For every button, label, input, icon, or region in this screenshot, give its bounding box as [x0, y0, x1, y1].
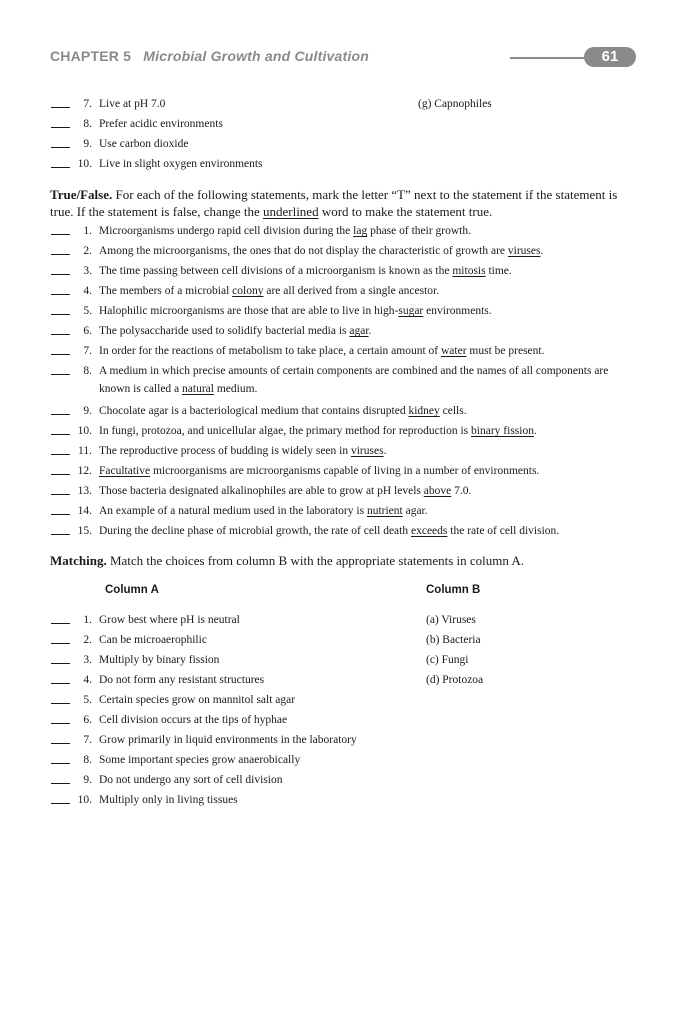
match-item: [50, 651, 630, 669]
column-a-header: Column A: [105, 584, 159, 596]
column-b-choice: (g) Capnophiles: [418, 98, 492, 110]
item-number: 6.: [83, 714, 92, 726]
item-number: 12.: [77, 465, 92, 477]
item-number: 4.: [83, 674, 92, 686]
item-text: The members of a microbial colony are all derived from a single ancestor.: [99, 285, 440, 297]
tf-item: [50, 302, 630, 320]
instructions-text: word to make the statement true.: [321, 204, 493, 219]
item-number: 15.: [77, 525, 92, 537]
column-b-choice: (a) Viruses: [426, 614, 476, 626]
item-text: Do not undergo any sort of cell division: [99, 774, 283, 786]
answer-blank[interactable]: [51, 494, 70, 495]
item-text: In fungi, protozoa, and unicellular algae, the primary method for reproduction is binary fission.: [99, 425, 537, 437]
answer-blank[interactable]: [51, 294, 70, 295]
answer-blank[interactable]: [51, 147, 70, 148]
tf-item: [50, 422, 630, 440]
item-text: The reproductive process of budding is widely seen in viruses.: [99, 445, 387, 457]
item-number: 8.: [83, 118, 92, 130]
item-text: The polysaccharide used to solidify bacterial media is agar.: [99, 325, 372, 337]
underlined-word: kidney: [408, 405, 440, 417]
page-number-badge: [584, 47, 636, 67]
tf-item: [50, 282, 630, 300]
item-text: Grow primarily in liquid environments in the laboratory: [99, 734, 357, 746]
match-item: [50, 751, 630, 769]
column-b-choice: (b) Bacteria: [426, 634, 481, 646]
answer-blank[interactable]: [51, 314, 70, 315]
match-item: [50, 671, 630, 689]
item-number: 4.: [83, 285, 92, 297]
answer-blank[interactable]: [51, 127, 70, 128]
match-item: [50, 791, 630, 809]
underlined-word: sugar: [398, 305, 424, 317]
tf-item: [50, 362, 630, 400]
match-item: [50, 631, 630, 649]
item-number: 10.: [77, 425, 92, 437]
item-number: 1.: [83, 614, 92, 626]
answer-blank[interactable]: [51, 803, 70, 804]
item-text: Do not form any resistant structures: [99, 674, 265, 686]
item-number: 1.: [83, 225, 92, 237]
item-number: 3.: [83, 265, 92, 277]
section-label: True/False.: [50, 187, 113, 202]
list-item: [50, 155, 630, 173]
chapter-heading: [50, 48, 369, 64]
answer-blank[interactable]: [51, 783, 70, 784]
underlined-word: viruses: [350, 445, 384, 457]
answer-blank[interactable]: [51, 434, 70, 435]
item-number: 7.: [83, 345, 92, 357]
underlined-word: lag: [353, 225, 368, 237]
item-number: 8.: [83, 754, 92, 766]
instructions-text: Match the choices from column B with the appropriate statements in column A.: [109, 553, 525, 568]
answer-blank[interactable]: [51, 514, 70, 515]
page-number: 61: [601, 48, 619, 65]
answer-blank[interactable]: [51, 334, 70, 335]
list-item: [50, 95, 630, 113]
item-number: 13.: [77, 485, 92, 497]
tf-item: [50, 482, 630, 500]
list-item: [50, 135, 630, 153]
underlined-word: underlined: [262, 204, 319, 219]
tf-item: [50, 342, 630, 360]
match-item: [50, 691, 630, 709]
item-number: 5.: [83, 694, 92, 706]
match-item: [50, 731, 630, 749]
item-number: 14.: [77, 505, 92, 517]
answer-blank[interactable]: [51, 107, 70, 108]
answer-blank[interactable]: [51, 274, 70, 275]
item-text: Cell division occurs at the tips of hyphae: [99, 714, 288, 726]
answer-blank[interactable]: [51, 683, 70, 684]
item-number: 6.: [83, 325, 92, 337]
item-text: Facultative microorganisms are microorganisms capable of living in a number of environments.: [99, 465, 540, 477]
answer-blank[interactable]: [51, 663, 70, 664]
column-b-header: Column B: [426, 584, 481, 596]
instructions-text: For each of the following statements, mark the letter “T” next to the statement if the statement is true. If the statement is false, change the: [50, 187, 618, 219]
column-b-choice: (c) Fungi: [426, 654, 469, 666]
item-number: 9.: [83, 774, 92, 786]
section-label: Matching.: [50, 553, 107, 568]
item-number: 9.: [83, 138, 92, 150]
item-number: 2.: [83, 634, 92, 646]
answer-blank[interactable]: [51, 474, 70, 475]
header-rule: [510, 57, 590, 59]
match-item: [50, 711, 630, 729]
underlined-word: colony: [232, 285, 264, 297]
answer-blank[interactable]: [51, 623, 70, 624]
answer-blank[interactable]: [51, 723, 70, 724]
underlined-word: above: [423, 485, 452, 497]
tf-item: [50, 262, 630, 280]
item-number: 7.: [83, 98, 92, 110]
match-item: [50, 771, 630, 789]
answer-blank[interactable]: [51, 354, 70, 355]
underlined-word: mitosis: [452, 265, 486, 277]
tf-item: [50, 222, 630, 240]
tf-item: [50, 322, 630, 340]
answer-blank[interactable]: [51, 763, 70, 764]
item-text: Those bacteria designated alkalinophiles are able to grow at pH levels above 7.0.: [99, 485, 472, 497]
tf-item: [50, 502, 630, 520]
item-number: 2.: [83, 245, 92, 257]
item-number: 5.: [83, 305, 92, 317]
answer-blank[interactable]: [51, 703, 70, 704]
item-text: Certain species grow on mannitol salt agar: [99, 694, 296, 706]
item-text: Some important species grow anaerobically: [99, 754, 301, 766]
matching-instructions: [50, 552, 640, 569]
item-number: 8.: [83, 365, 92, 377]
item-text: Microorganisms undergo rapid cell division during the lag phase of their growth.: [99, 225, 471, 237]
item-text: Grow best where pH is neutral: [99, 614, 240, 626]
item-text: Live in slight oxygen environments: [99, 158, 263, 170]
tf-item: [50, 242, 630, 260]
underlined-word: water: [441, 345, 467, 357]
item-text: Multiply only in living tissues: [99, 794, 238, 806]
item-text: The time passing between cell divisions of a microorganism is known as the mitosis time.: [99, 265, 512, 277]
chapter-title: Microbial Growth and Cultivation: [143, 48, 369, 64]
tf-item: [50, 522, 630, 540]
tf-item: [50, 442, 630, 460]
match-item: [50, 611, 630, 629]
item-number: 10.: [77, 158, 92, 170]
answer-blank[interactable]: [51, 534, 70, 535]
answer-blank[interactable]: [51, 414, 70, 415]
item-text: Multiply by binary fission: [99, 654, 220, 666]
underlined-word: nutrient: [366, 505, 403, 517]
answer-blank[interactable]: [51, 167, 70, 168]
chapter-label: CHAPTER 5: [50, 48, 132, 64]
answer-blank[interactable]: [51, 643, 70, 644]
item-number: 11.: [78, 445, 92, 457]
underlined-word: agar: [349, 325, 369, 337]
item-number: 3.: [83, 654, 92, 666]
tf-item: [50, 402, 630, 420]
item-text: Prefer acidic environments: [99, 118, 223, 130]
answer-blank[interactable]: [51, 234, 70, 235]
item-text: An example of a natural medium used in the laboratory is nutrient agar.: [99, 505, 428, 517]
item-text: Can be microaerophilic: [99, 634, 207, 646]
item-text: In order for the reactions of metabolism to take place, a certain amount of water must be present.: [99, 345, 545, 357]
page-header: [50, 47, 636, 69]
item-number: 7.: [83, 734, 92, 746]
answer-blank[interactable]: [51, 254, 70, 255]
item-text: Halophilic microorganisms are those that are able to live in high-sugar environments.: [99, 305, 492, 317]
answer-blank[interactable]: [51, 454, 70, 455]
item-text: A medium in which precise amounts of certain components are combined and the names of all components are known is called a natural medium.: [99, 365, 609, 395]
answer-blank[interactable]: [51, 743, 70, 744]
item-text: Among the microorganisms, the ones that do not display the characteristic of growth are viruses.: [99, 245, 544, 257]
underlined-word: natural: [182, 383, 214, 395]
underlined-word: exceeds: [410, 525, 448, 537]
underlined-word: viruses: [507, 245, 541, 257]
tf-item: [50, 462, 630, 480]
answer-blank[interactable]: [51, 374, 70, 375]
item-text: Chocolate agar is a bacteriological medium that contains disrupted kidney cells.: [99, 405, 467, 417]
item-number: 9.: [83, 405, 92, 417]
underlined-word: Facultative: [99, 465, 151, 477]
underlined-word: binary fission: [471, 425, 534, 437]
column-b-choice: (d) Protozoa: [426, 674, 484, 686]
item-number: 10.: [77, 794, 92, 806]
true-false-instructions: [50, 186, 640, 220]
item-text: Use carbon dioxide: [99, 138, 189, 150]
item-text: During the decline phase of microbial growth, the rate of cell death exceeds the rate of cell division.: [99, 525, 560, 537]
item-text: Live at pH 7.0: [99, 98, 166, 110]
list-item: [50, 115, 630, 133]
